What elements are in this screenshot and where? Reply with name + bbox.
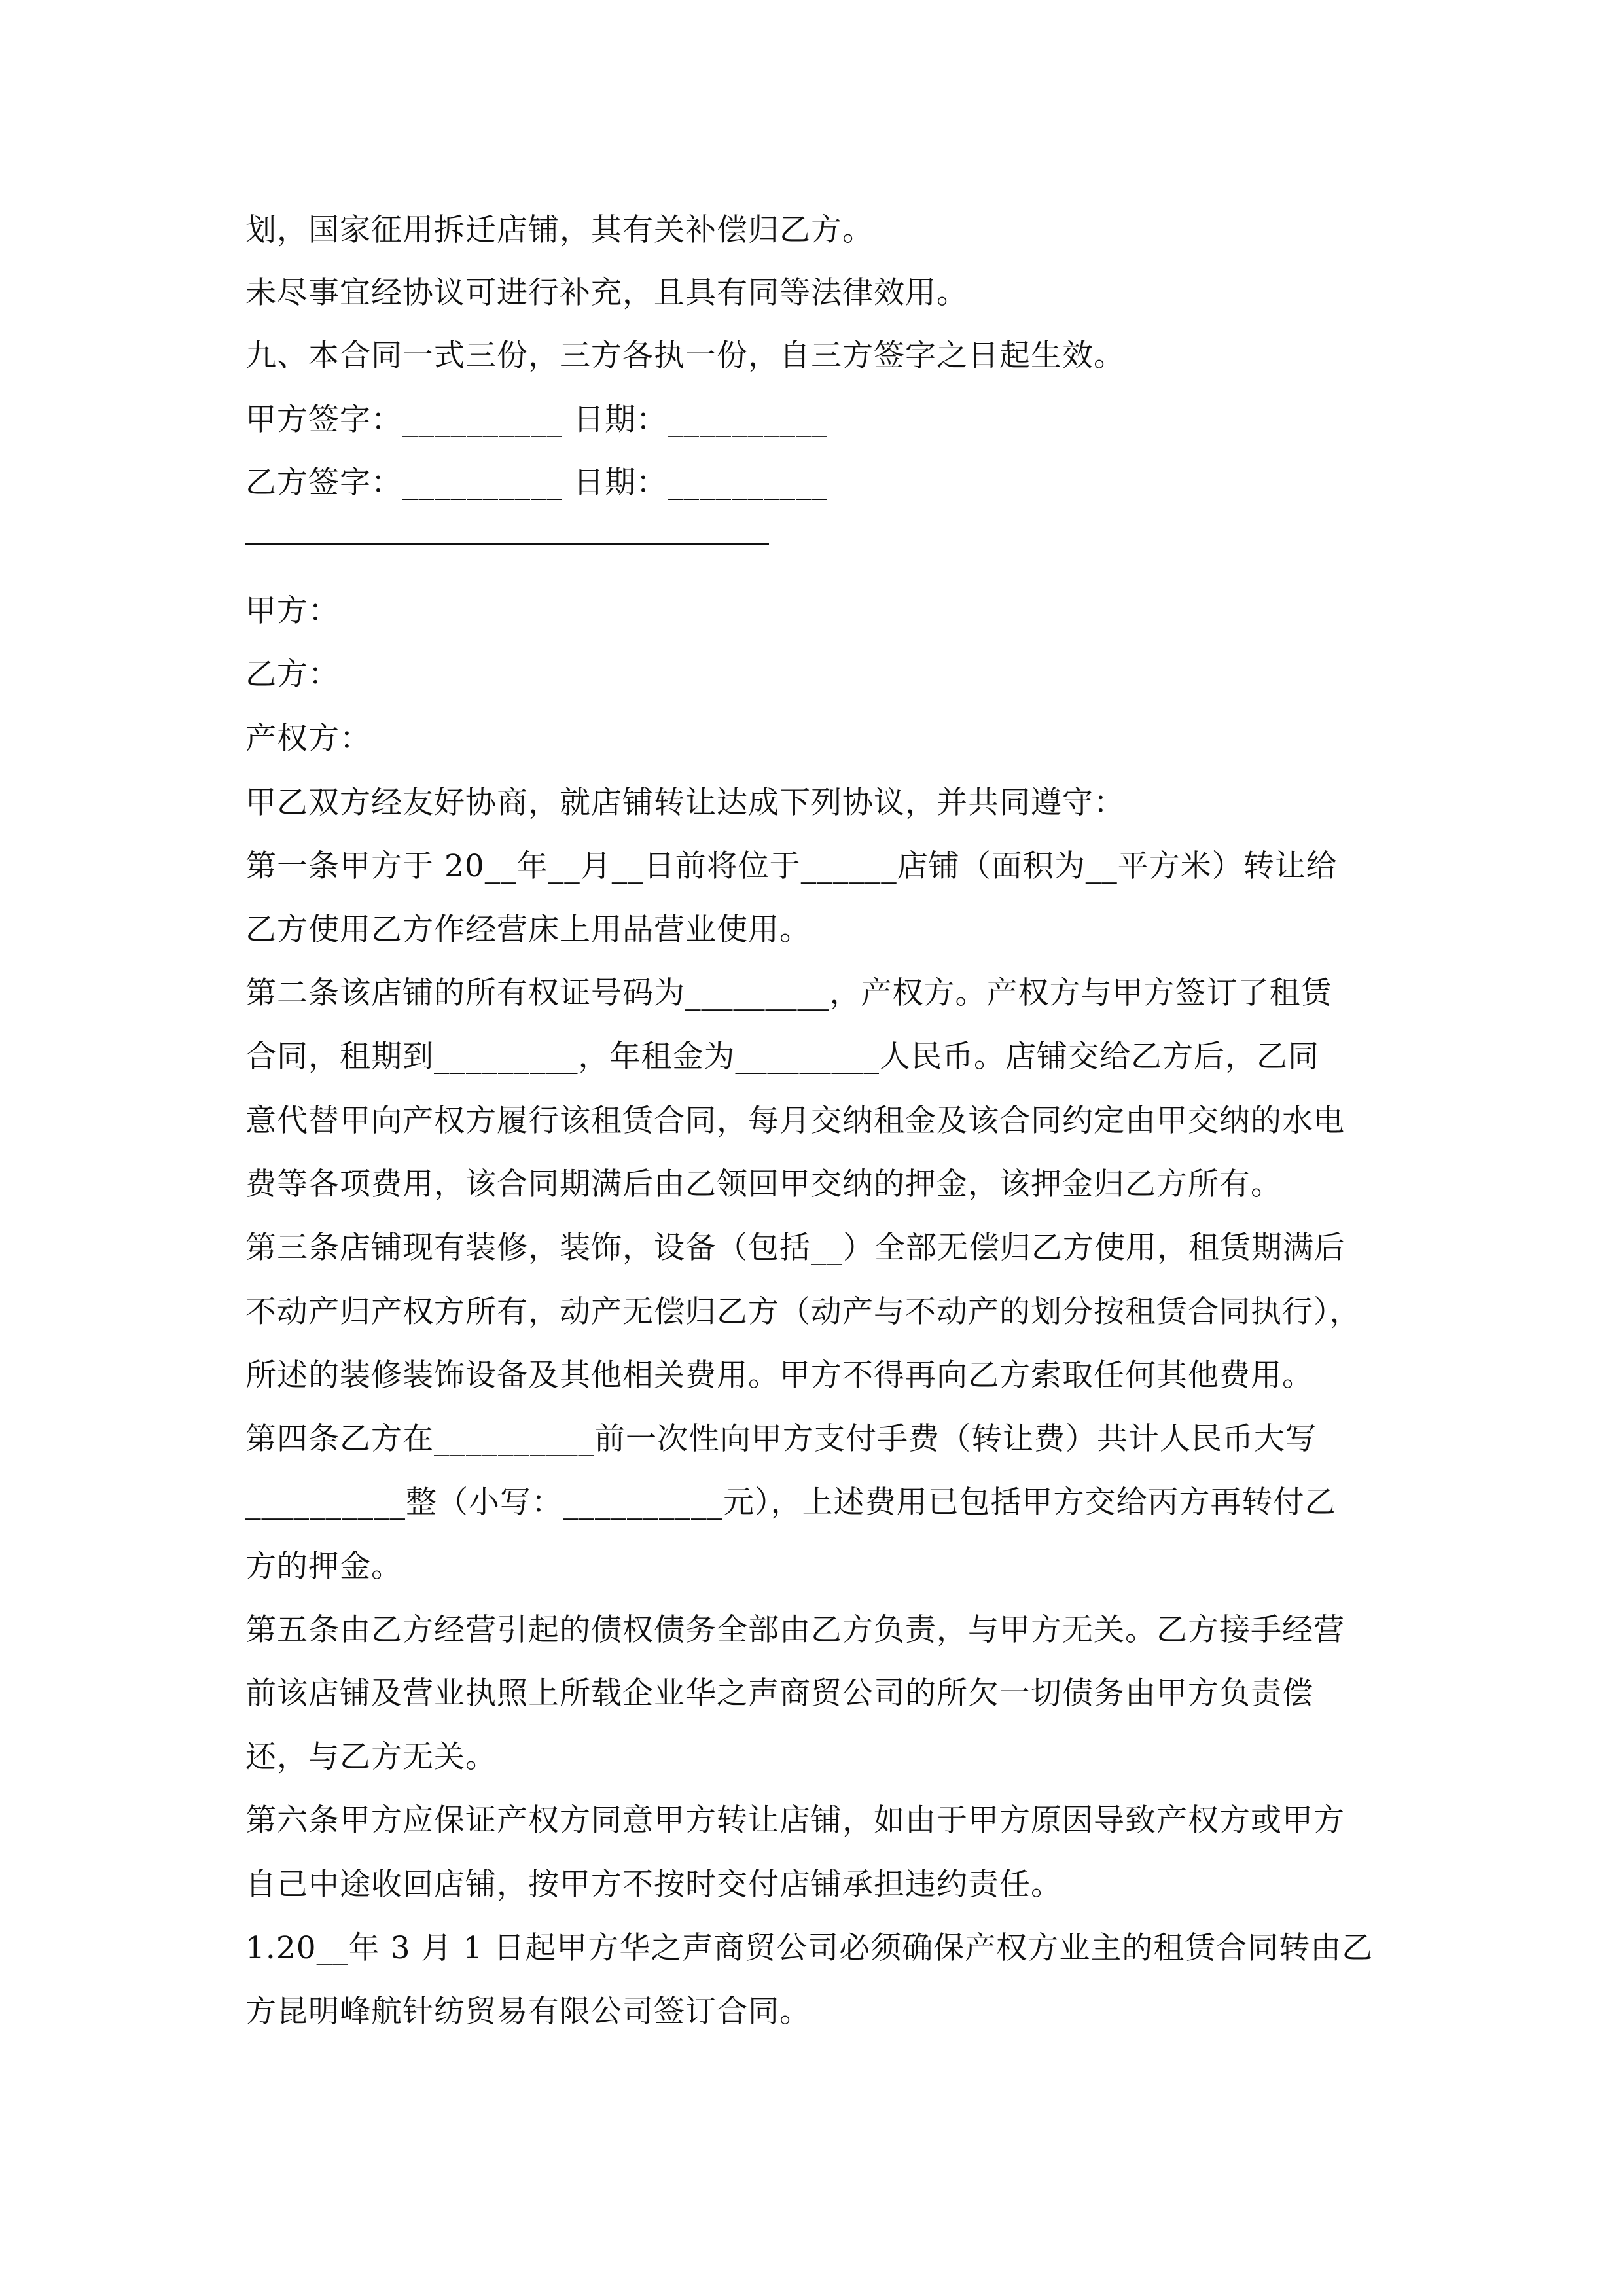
signature-line-party-b: 乙方签字：__________ 日期：__________ — [245, 465, 828, 501]
text-line: 第五条由乙方经营引起的债权债务全部由乙方负责，与甲方无关。乙方接手经营 — [245, 1612, 1345, 1648]
text-line: 第三条店铺现有装修，装饰，设备（包括__）全部无偿归乙方使用，租赁期满后 — [245, 1230, 1346, 1266]
text-line: 第四条乙方在__________前一次性向甲方支付手费（转让费）共计人民币大写 — [245, 1421, 1317, 1457]
text-line: 方昆明峰航针纺贸易有限公司签订合同。 — [245, 1994, 811, 2030]
text-line: 九、本合同一式三份，三方各执一份，自三方签字之日起生效。 — [245, 338, 1125, 374]
text-line: 第一条甲方于 20__年__月__日前将位于______店铺（面积为__平方米）转让给 — [245, 848, 1338, 884]
property-owner-label: 产权方： — [245, 721, 371, 757]
text-line: 合同，租期到_________，年租金为_________人民币。店铺交给乙方后，乙同 — [245, 1039, 1319, 1075]
text-line: 第二条该店铺的所有权证号码为_________，产权方。产权方与甲方签订了租赁 — [245, 975, 1332, 1011]
text-line: 费等各项费用，该合同期满后由乙领回甲交纳的押金，该押金归乙方所有。 — [245, 1166, 1282, 1202]
text-line: __________整（小写：__________元），上述费用已包括甲方交给丙方再转付乙 — [245, 1484, 1336, 1520]
text-line: 甲乙双方经友好协商，就店铺转让达成下列协议，并共同遵守： — [245, 785, 1125, 821]
text-line: 不动产归产权方所有，动产无偿归乙方（动产与不动产的划分按租赁合同执行）， — [245, 1294, 1361, 1330]
text-line: 方的押金。 — [245, 1549, 402, 1585]
text-line: 乙方使用乙方作经营床上用品营业使用。 — [245, 912, 811, 948]
text-line: 意代替甲向产权方履行该租赁合同，每月交纳租金及该合同约定由甲交纳的水电 — [245, 1103, 1345, 1139]
party-a-label: 甲方： — [245, 593, 340, 629]
text-line: 所述的装修装饰设备及其他相关费用。甲方不得再向乙方索取任何其他费用。 — [245, 1357, 1313, 1393]
text-line: 自己中途收回店铺，按甲方不按时交付店铺承担违约责任。 — [245, 1867, 1062, 1903]
text-line: 1.20__年 3 月 1 日起甲方华之声商贸公司必须确保产权方业主的租赁合同转由乙 — [245, 1930, 1374, 1966]
separator-rule — [245, 543, 769, 545]
party-b-label: 乙方： — [245, 656, 340, 692]
text-line: 前该店铺及营业执照上所载企业华之声商贸公司的所欠一切债务由甲方负责偿 — [245, 1676, 1313, 1712]
text-line: 未尽事宜经协议可进行补充，且具有同等法律效用。 — [245, 275, 968, 311]
text-line: 划，国家征用拆迁店铺，其有关补偿归乙方。 — [245, 212, 874, 248]
text-line: 还，与乙方无关。 — [245, 1739, 497, 1775]
text-line: 第六条甲方应保证产权方同意甲方转让店铺，如由于甲方原因导致产权方或甲方 — [245, 1803, 1345, 1839]
signature-line-party-a: 甲方签字：__________ 日期：__________ — [245, 402, 828, 438]
